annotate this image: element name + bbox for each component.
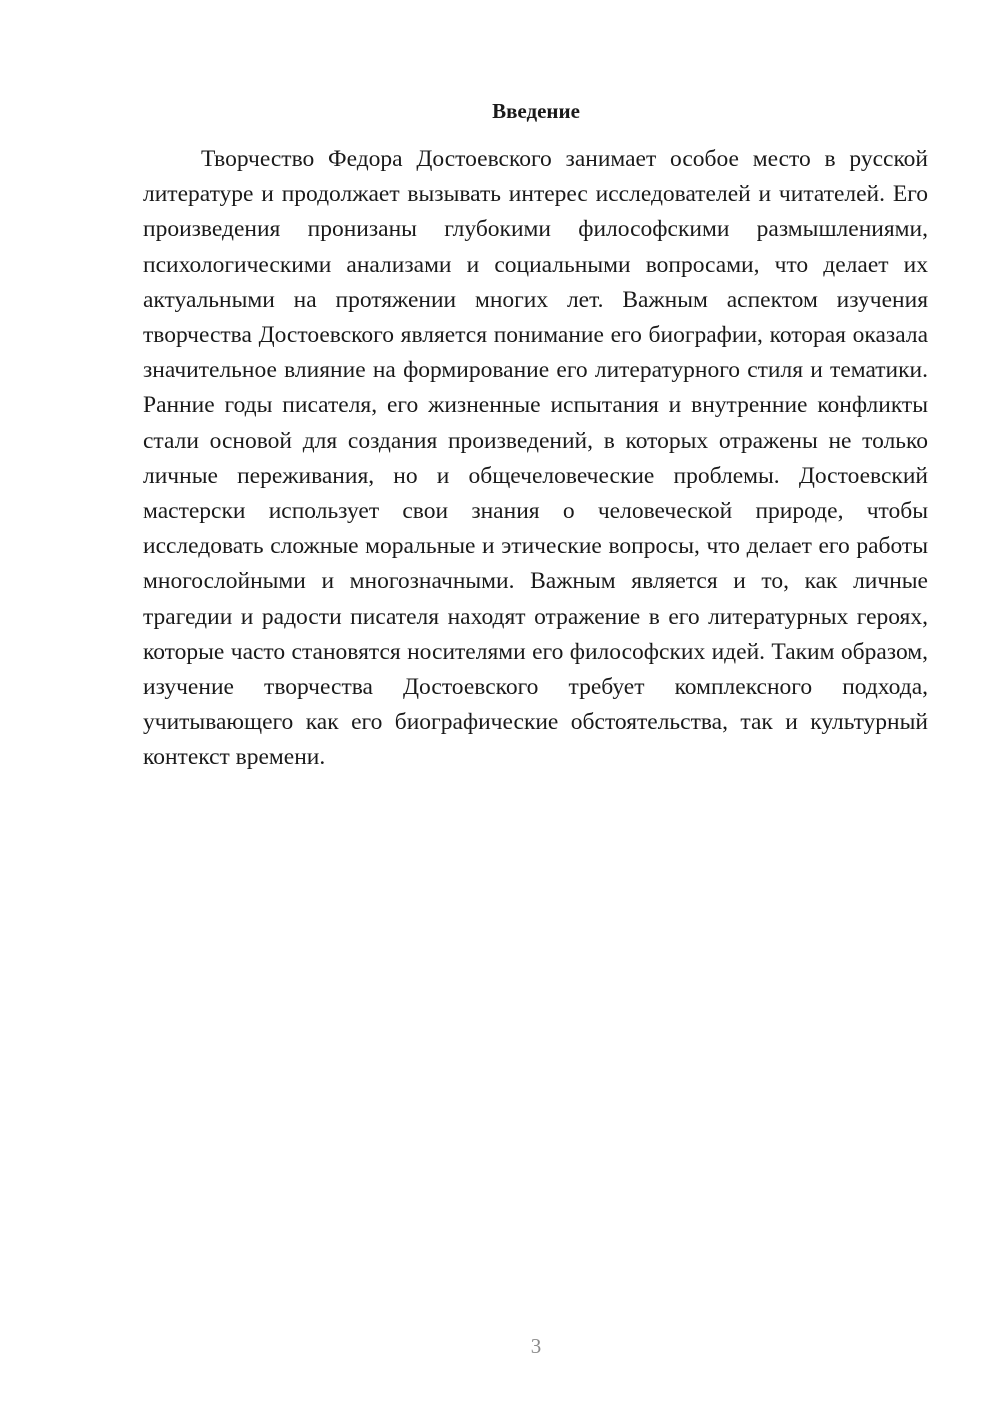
section-heading: Введение — [492, 99, 580, 123]
intro-paragraph: Творчество Федора Достоевского занимает особое место в русской литературе и продолжает вызывать интерес исследователей и читателей. Его произведения пронизаны глубокими философскими размышлениями, психологическими анализами и социальными вопросами, что делает их актуальными на протяжении многих лет. Важным аспектом изучения творчества Достоевского является понимание его биографии, которая оказала значительное влияние на формирование его литературного стиля и тематики. Ранние годы писателя, его жизненные испытания и внутренние конфликты стали основой для создания произведений, в которых отражены не только личные переживания, но и общечеловеческие проблемы. Достоевский мастерски использует свои знания о человеческой природе, чтобы исследовать сложные моральные и этические вопросы, что делает его работы многослойными и многозначными. Важным является и то, как личные трагедии и радости писателя находят отражение в его литературных героях, которые часто становятся носителями его философских идей. Таким образом, изучение творчества Достоевского требует комплексного подхода, учитывающего как его биографические обстоятельства, так и культурный контекст времени. — [143, 146, 928, 771]
page-number: 3 — [530, 1334, 542, 1358]
